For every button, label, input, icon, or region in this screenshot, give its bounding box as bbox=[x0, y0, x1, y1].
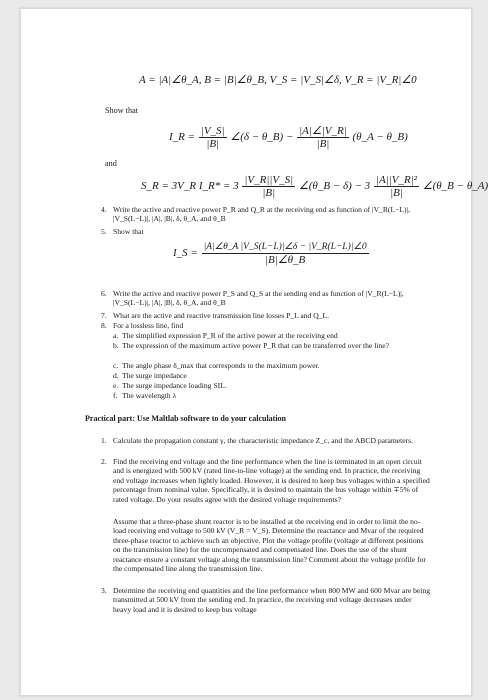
item-number: 3. bbox=[101, 586, 107, 595]
sub-item-text: The wavelength λ bbox=[122, 391, 177, 400]
eq-is-num: |A|∠θ_A |V_S(L−L)|∠δ − |V_R(L−L)|∠0 bbox=[203, 242, 367, 252]
sub-item-text: The simplified expression P_R of the active power at the receiving end bbox=[122, 331, 338, 340]
sub-item-text: The angle phase δ_max that corresponds to the maximum power. bbox=[122, 361, 320, 370]
eq-ir-frac2 bbox=[297, 125, 349, 150]
eq-sr-mid: ∠(θ_B − δ) − 3 bbox=[298, 180, 371, 193]
list-item-4 bbox=[101, 205, 431, 224]
equation-is bbox=[173, 241, 370, 266]
list-item-6 bbox=[101, 289, 431, 308]
sub-item-text: The surge impedance loading SIL. bbox=[122, 381, 227, 390]
practical-item-2-continued bbox=[113, 517, 431, 573]
item-text: Calculate the propagation constant γ, the characteristic impedance Z_c, and the ABCD parameters. bbox=[113, 436, 414, 445]
list-item-8 bbox=[101, 321, 431, 330]
item-text: Find the receiving end voltage and the line performance when the line is terminated in an open circuit and is energized with 500 kV (rated line-to-line voltage) at the sending end. In practice, the receiving end voltage increases when lightly loaded. However, it is desired to keep bus voltages within a specified percentage from nominal value. Specifically, it is desired to maintain the bus voltage within ∓5% of rated voltage. Do your results agree with the desired voltage requirements? bbox=[113, 457, 430, 504]
eq-ir-mid: ∠(δ − θ_B) − bbox=[230, 131, 294, 144]
sub-item-letter: b. bbox=[113, 341, 119, 350]
list-item-7 bbox=[101, 311, 431, 320]
eq-ir-den2: |B| bbox=[316, 138, 330, 150]
sub-item-letter: d. bbox=[113, 371, 119, 380]
eq-sr-frac2 bbox=[374, 174, 419, 199]
document-page bbox=[20, 8, 488, 696]
eq-ir-num2: |A|∠|V_R| bbox=[299, 125, 347, 137]
item-text: Determine the receiving end quantities and the line performance when 800 MW and 600 Mvar are being transmitted at 500 kV from the sending end. In practice, the receiving end voltage decreases under heavy load and it is desired to keep bus voltage bbox=[113, 586, 430, 614]
eq-ir-num1: |V_S| bbox=[200, 125, 225, 137]
item-number: 6. bbox=[101, 289, 107, 298]
sub-item-c bbox=[113, 361, 432, 370]
sub-item-letter: c. bbox=[113, 361, 119, 370]
sub-item-letter: a. bbox=[113, 331, 119, 340]
and-label: and bbox=[105, 159, 117, 168]
item-text: Assume that a three-phase shunt reactor is to be installed at the receiving end in order to limit the no-load receiving end voltage to 500 kV (V_R = V_S). Determine the reactance and Mvar of the required three-phase reactor to achieve such an objective. Plot the voltage profile (voltage at different positions on the transmission line) for the uncompensated and compensated line. Does the use of the shunt reactance ensure a constant voltage along the transmission line? Comment about the voltage profile for the compensated line along the transmission line. bbox=[113, 517, 426, 574]
eq-ir-lhs: I_R = bbox=[169, 131, 196, 144]
list-item-5 bbox=[101, 227, 431, 236]
item-number: 7. bbox=[101, 311, 107, 320]
eq-is-frac bbox=[202, 241, 369, 266]
sub-item-text: The surge impedance bbox=[122, 371, 187, 380]
item-number: 8. bbox=[101, 321, 107, 330]
item-number: 1. bbox=[101, 436, 107, 445]
eq-sr-num2: |A||V_R|² bbox=[375, 174, 417, 186]
sub-item-e bbox=[113, 381, 432, 390]
eq-ir-frac1 bbox=[199, 125, 227, 150]
eq-sr-num1: |V_R||V_S| bbox=[244, 174, 294, 186]
sub-item-letter: f. bbox=[113, 391, 118, 400]
item-number: 5. bbox=[101, 227, 107, 236]
equation-phasors: A = |A|∠θ_A, B = |B|∠θ_B, V_S = |V_S|∠δ, V_R = |V_R|∠0 bbox=[139, 74, 417, 86]
eq-is-lhs: I_S = bbox=[173, 247, 198, 260]
eq-is-den: |B|∠θ_B bbox=[264, 254, 306, 266]
sub-item-b bbox=[113, 341, 432, 350]
equation-sr bbox=[141, 174, 488, 199]
practical-item-1 bbox=[101, 436, 431, 445]
sub-item-d bbox=[113, 371, 432, 380]
sub-item-text: The expression of the maximum active power P_R that can be transferred over the line? bbox=[122, 341, 389, 350]
item-text: Write the active and reactive power P_R and Q_R at the receiving end as function of |V_R(L−L)|, |V_S(L−L)|, |A|, |B|, δ, θ_A, and θ_B bbox=[113, 205, 410, 224]
item-text: Write the active and reactive power P_S and Q_S at the sending end as function of |V_R(L−L)|, |V_S(L−L)|, |A|, |B|, δ, θ_A, and θ_B bbox=[113, 289, 404, 308]
eq-sr-lhs: S_R = 3V_R I_R* = 3 bbox=[141, 180, 239, 193]
eq-sr-den1: |B| bbox=[262, 187, 276, 199]
item-number: 4. bbox=[101, 205, 107, 214]
practical-item-2 bbox=[101, 457, 431, 504]
eq-sr-den2: |B| bbox=[390, 187, 403, 199]
eq-ir-end: (θ_A − θ_B) bbox=[352, 131, 408, 144]
eq-sr-frac1 bbox=[242, 174, 295, 199]
sub-item-letter: e. bbox=[113, 381, 119, 390]
sub-item-a bbox=[113, 331, 432, 340]
eq-sr-end: ∠(θ_B − θ_A) bbox=[422, 180, 488, 193]
item-text: Show that bbox=[113, 227, 144, 236]
practical-item-3 bbox=[101, 586, 431, 614]
equation-ir bbox=[169, 125, 408, 150]
item-number: 2. bbox=[101, 457, 107, 466]
item-text: For a lossless line, find bbox=[113, 321, 184, 330]
sub-item-f bbox=[113, 391, 432, 400]
eq-ir-den1: |B| bbox=[206, 138, 220, 150]
practical-heading: Practical part: Use Maltlab software to do your calculation bbox=[85, 414, 287, 423]
item-text: What are the active and reactive transmission line losses P_L and Q_L. bbox=[113, 311, 330, 320]
show-that-label: Show that bbox=[105, 106, 138, 115]
